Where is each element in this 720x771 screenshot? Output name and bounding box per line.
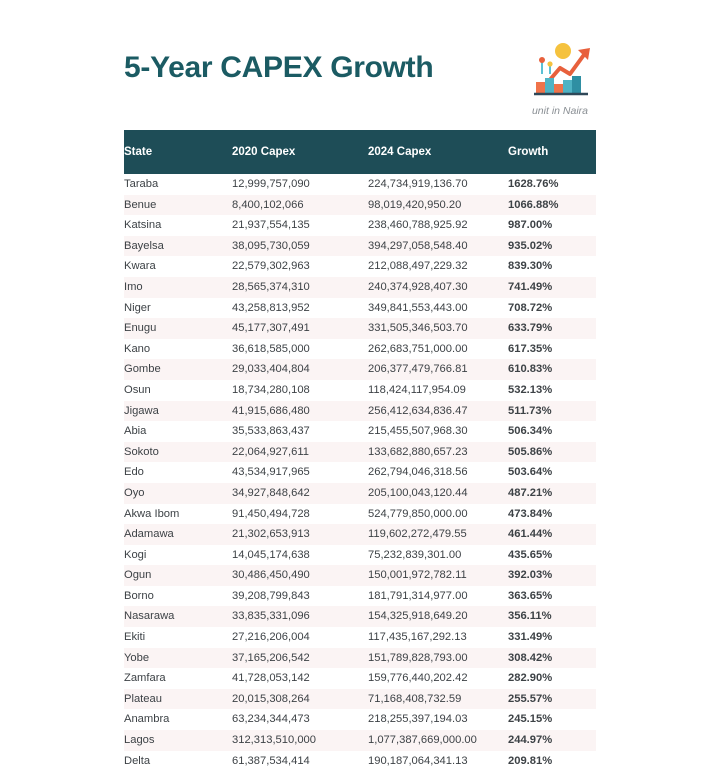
cell-2020-capex: 91,450,494,728 <box>232 504 368 525</box>
cell-2024-capex: 349,841,553,443.00 <box>368 298 508 319</box>
cell-state: Adamawa <box>124 524 232 545</box>
table-row <box>124 236 596 257</box>
table-row <box>124 380 596 401</box>
cell-2020-capex: 20,015,308,264 <box>232 689 368 710</box>
cell-growth: 708.72% <box>508 298 596 319</box>
unit-note: unit in Naira <box>531 105 588 117</box>
cell-2024-capex: 331,505,346,503.70 <box>368 318 508 339</box>
cell-2020-capex: 18,734,280,108 <box>232 380 368 401</box>
cell-state: Kano <box>124 339 232 360</box>
table-row <box>124 751 596 771</box>
cell-2020-capex: 41,915,686,480 <box>232 401 368 422</box>
table-row <box>124 462 596 483</box>
cell-state: Enugu <box>124 318 232 339</box>
cell-growth: 741.49% <box>508 277 596 298</box>
table-row <box>124 442 596 463</box>
cell-state: Plateau <box>124 689 232 710</box>
cell-2020-capex: 34,927,848,642 <box>232 483 368 504</box>
cell-2024-capex: 205,100,043,120.44 <box>368 483 508 504</box>
cell-growth: 255.57% <box>508 689 596 710</box>
cell-growth: 633.79% <box>508 318 596 339</box>
cell-2020-capex: 43,534,917,965 <box>232 462 368 483</box>
cell-2020-capex: 14,045,174,638 <box>232 545 368 566</box>
table-row <box>124 215 596 236</box>
column-header-state: State <box>124 130 232 174</box>
table-body <box>124 174 596 771</box>
cell-growth: 435.65% <box>508 545 596 566</box>
cell-state: Nasarawa <box>124 606 232 627</box>
cell-state: Kwara <box>124 256 232 277</box>
cell-2020-capex: 27,216,206,004 <box>232 627 368 648</box>
page-title: 5-Year CAPEX Growth <box>124 51 434 84</box>
cell-growth: 363.65% <box>508 586 596 607</box>
cell-2020-capex: 37,165,206,542 <box>232 648 368 669</box>
column-header-2020-capex: 2020 Capex <box>232 130 368 174</box>
cell-2020-capex: 21,937,554,135 <box>232 215 368 236</box>
cell-2020-capex: 28,565,374,310 <box>232 277 368 298</box>
cell-growth: 935.02% <box>508 236 596 257</box>
cell-state: Sokoto <box>124 442 232 463</box>
table-row <box>124 174 596 195</box>
cell-2020-capex: 38,095,730,059 <box>232 236 368 257</box>
cell-growth: 473.84% <box>508 504 596 525</box>
cell-state: Osun <box>124 380 232 401</box>
cell-2024-capex: 240,374,928,407.30 <box>368 277 508 298</box>
table-row <box>124 648 596 669</box>
cell-growth: 308.42% <box>508 648 596 669</box>
cell-2020-capex: 30,486,450,490 <box>232 565 368 586</box>
cell-2020-capex: 35,533,863,437 <box>232 421 368 442</box>
cell-2020-capex: 21,302,653,913 <box>232 524 368 545</box>
cell-2020-capex: 33,835,331,096 <box>232 606 368 627</box>
table-row <box>124 318 596 339</box>
cell-growth: 505.86% <box>508 442 596 463</box>
cell-state: Kogi <box>124 545 232 566</box>
cell-2024-capex: 1,077,387,669,000.00 <box>368 730 508 751</box>
cell-2020-capex: 61,387,534,414 <box>232 751 368 771</box>
cell-2020-capex: 12,999,757,090 <box>232 174 368 195</box>
bar-chart-growth-icon <box>520 38 600 98</box>
cell-2024-capex: 256,412,634,836.47 <box>368 401 508 422</box>
cell-2020-capex: 22,064,927,611 <box>232 442 368 463</box>
cell-2024-capex: 218,255,397,194.03 <box>368 709 508 730</box>
document-header <box>0 0 720 120</box>
table-header-row <box>124 130 596 174</box>
cell-2020-capex: 63,234,344,473 <box>232 709 368 730</box>
cell-growth: 839.30% <box>508 256 596 277</box>
cell-2024-capex: 238,460,788,925.92 <box>368 215 508 236</box>
cell-2020-capex: 41,728,053,142 <box>232 668 368 689</box>
cell-state: Delta <box>124 751 232 771</box>
cell-2024-capex: 224,734,919,136.70 <box>368 174 508 195</box>
table-row <box>124 606 596 627</box>
cell-2024-capex: 159,776,440,202.42 <box>368 668 508 689</box>
cell-2024-capex: 215,455,507,968.30 <box>368 421 508 442</box>
cell-2024-capex: 212,088,497,229.32 <box>368 256 508 277</box>
cell-state: Taraba <box>124 174 232 195</box>
cell-2024-capex: 75,232,839,301.00 <box>368 545 508 566</box>
cell-2024-capex: 119,602,272,479.55 <box>368 524 508 545</box>
cell-2024-capex: 206,377,479,766.81 <box>368 359 508 380</box>
cell-2024-capex: 524,779,850,000.00 <box>368 504 508 525</box>
table-row <box>124 339 596 360</box>
cell-state: Borno <box>124 586 232 607</box>
cell-state: Imo <box>124 277 232 298</box>
cell-growth: 331.49% <box>508 627 596 648</box>
capex-table <box>124 130 596 771</box>
table-row <box>124 586 596 607</box>
cell-2020-capex: 312,313,510,000 <box>232 730 368 751</box>
cell-2024-capex: 151,789,828,793.00 <box>368 648 508 669</box>
cell-2024-capex: 262,683,751,000.00 <box>368 339 508 360</box>
table-row <box>124 524 596 545</box>
cell-growth: 282.90% <box>508 668 596 689</box>
table-row <box>124 401 596 422</box>
table-row <box>124 298 596 319</box>
cell-2020-capex: 29,033,404,804 <box>232 359 368 380</box>
cell-growth: 487.21% <box>508 483 596 504</box>
table-row <box>124 359 596 380</box>
cell-growth: 610.83% <box>508 359 596 380</box>
cell-2024-capex: 117,435,167,292.13 <box>368 627 508 648</box>
cell-2020-capex: 22,579,302,963 <box>232 256 368 277</box>
cell-growth: 511.73% <box>508 401 596 422</box>
cell-2024-capex: 190,187,064,341.13 <box>368 751 508 771</box>
cell-state: Zamfara <box>124 668 232 689</box>
cell-growth: 245.15% <box>508 709 596 730</box>
cell-state: Akwa Ibom <box>124 504 232 525</box>
table-row <box>124 730 596 751</box>
table-row <box>124 689 596 710</box>
cell-state: Bayelsa <box>124 236 232 257</box>
cell-2024-capex: 133,682,880,657.23 <box>368 442 508 463</box>
cell-growth: 392.03% <box>508 565 596 586</box>
cell-2020-capex: 43,258,813,952 <box>232 298 368 319</box>
cell-2024-capex: 394,297,058,548.40 <box>368 236 508 257</box>
cell-2020-capex: 8,400,102,066 <box>232 195 368 216</box>
cell-growth: 987.00% <box>508 215 596 236</box>
cell-state: Anambra <box>124 709 232 730</box>
cell-2024-capex: 118,424,117,954.09 <box>368 380 508 401</box>
cell-2024-capex: 262,794,046,318.56 <box>368 462 508 483</box>
cell-growth: 506.34% <box>508 421 596 442</box>
cell-growth: 503.64% <box>508 462 596 483</box>
cell-state: Jigawa <box>124 401 232 422</box>
cell-2024-capex: 98,019,420,950.20 <box>368 195 508 216</box>
cell-state: Gombe <box>124 359 232 380</box>
table-row <box>124 627 596 648</box>
cell-2020-capex: 39,208,799,843 <box>232 586 368 607</box>
cell-state: Oyo <box>124 483 232 504</box>
table-row <box>124 545 596 566</box>
cell-state: Benue <box>124 195 232 216</box>
column-header-growth: Growth <box>508 130 596 174</box>
table-row <box>124 277 596 298</box>
table-row <box>124 668 596 689</box>
cell-state: Katsina <box>124 215 232 236</box>
table-row <box>124 504 596 525</box>
cell-growth: 356.11% <box>508 606 596 627</box>
table-row <box>124 709 596 730</box>
table-row <box>124 565 596 586</box>
cell-state: Niger <box>124 298 232 319</box>
cell-state: Edo <box>124 462 232 483</box>
cell-growth: 1066.88% <box>508 195 596 216</box>
table-row <box>124 195 596 216</box>
cell-2024-capex: 154,325,918,649.20 <box>368 606 508 627</box>
cell-2024-capex: 71,168,408,732.59 <box>368 689 508 710</box>
cell-growth: 209.81% <box>508 751 596 771</box>
cell-growth: 1628.76% <box>508 174 596 195</box>
cell-state: Lagos <box>124 730 232 751</box>
cell-growth: 617.35% <box>508 339 596 360</box>
cell-2020-capex: 45,177,307,491 <box>232 318 368 339</box>
cell-state: Yobe <box>124 648 232 669</box>
cell-2020-capex: 36,618,585,000 <box>232 339 368 360</box>
cell-2024-capex: 181,791,314,977.00 <box>368 586 508 607</box>
table-row <box>124 256 596 277</box>
table-row <box>124 421 596 442</box>
cell-growth: 244.97% <box>508 730 596 751</box>
cell-state: Abia <box>124 421 232 442</box>
cell-state: Ogun <box>124 565 232 586</box>
column-header-2024-capex: 2024 Capex <box>368 130 508 174</box>
cell-growth: 461.44% <box>508 524 596 545</box>
cell-state: Ekiti <box>124 627 232 648</box>
table-row <box>124 483 596 504</box>
cell-2024-capex: 150,001,972,782.11 <box>368 565 508 586</box>
cell-growth: 532.13% <box>508 380 596 401</box>
